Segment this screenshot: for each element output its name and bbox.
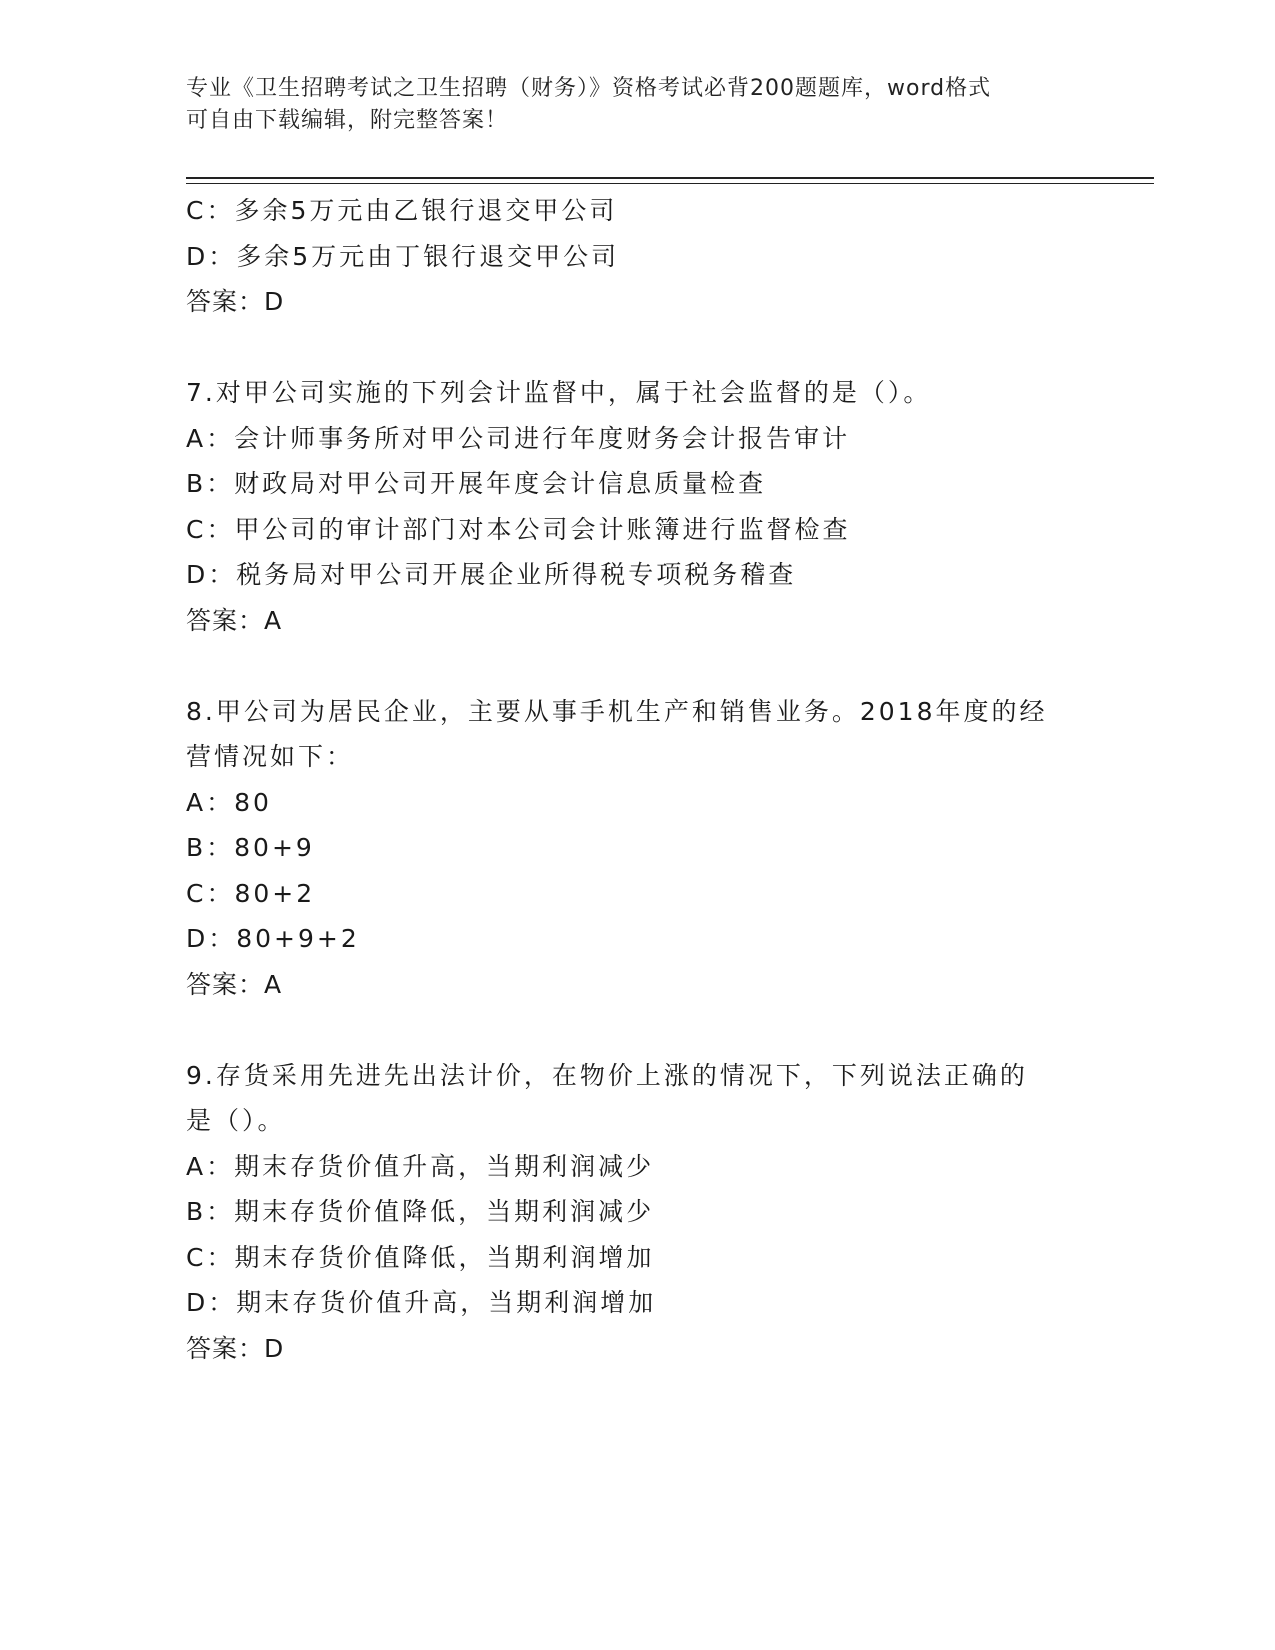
option-d: D：期末存货价值升高，当期利润增加 — [186, 1288, 657, 1317]
answer-line: 答案：D — [186, 1333, 285, 1363]
spacer — [186, 325, 1086, 371]
answer-line: 答案：D — [186, 287, 285, 316]
option-a: A：会计师事务所对甲公司进行年度财务会计报告审计 — [186, 423, 851, 453]
option-c: C：80+2 — [186, 878, 316, 908]
question-9-block — [186, 1053, 1086, 1372]
question-8-block — [186, 689, 1086, 1008]
document-body — [186, 188, 1086, 1371]
header-divider-thick — [186, 177, 1154, 179]
document-header — [186, 73, 1066, 137]
answer-line: 答案：A — [186, 605, 283, 635]
answer-line: 答案：A — [186, 969, 283, 999]
option-c: C：多余5万元由乙银行退交甲公司 — [186, 196, 618, 225]
question-text: 7.对甲公司实施的下列会计监督中，属于社会监督的是（）。 — [186, 378, 932, 407]
option-b: B：80+9 — [186, 833, 315, 862]
option-b: B：财政局对甲公司开展年度会计信息质量检查 — [186, 469, 767, 498]
question-text-line-1: 9.存货采用先进先出法计价，在物价上涨的情况下，下列说法正确的 — [186, 1060, 1028, 1090]
header-line-1: 专业《卫生招聘考试之卫生招聘（财务）》资格考试必背200题题库，word格式 — [186, 76, 992, 101]
option-b: B：期末存货价值降低，当期利润减少 — [186, 1197, 655, 1226]
spacer — [186, 1007, 1086, 1053]
option-a: A：80 — [186, 787, 272, 817]
option-c: C：甲公司的审计部门对本公司会计账簿进行监督检查 — [186, 514, 851, 544]
option-a: A：期末存货价值升高，当期利润减少 — [186, 1151, 655, 1181]
option-d: D：税务局对甲公司开展企业所得税专项税务稽查 — [186, 560, 797, 589]
question-7-block — [186, 370, 1086, 643]
option-d: D：多余5万元由丁银行退交甲公司 — [186, 241, 620, 271]
header-divider-thin — [186, 183, 1154, 184]
question-text-line-2: 是（）。 — [186, 1106, 286, 1135]
prev-question-block — [186, 188, 1086, 325]
question-text-line-1: 8.甲公司为居民企业，主要从事手机生产和销售业务。2018年度的经 — [186, 696, 1048, 726]
option-d: D：80+9+2 — [186, 924, 360, 953]
spacer — [186, 643, 1086, 689]
header-line-2: 可自由下载编辑，附完整答案！ — [186, 108, 509, 133]
option-c: C：期末存货价值降低，当期利润增加 — [186, 1242, 655, 1272]
question-text-line-2: 营情况如下： — [186, 742, 355, 771]
